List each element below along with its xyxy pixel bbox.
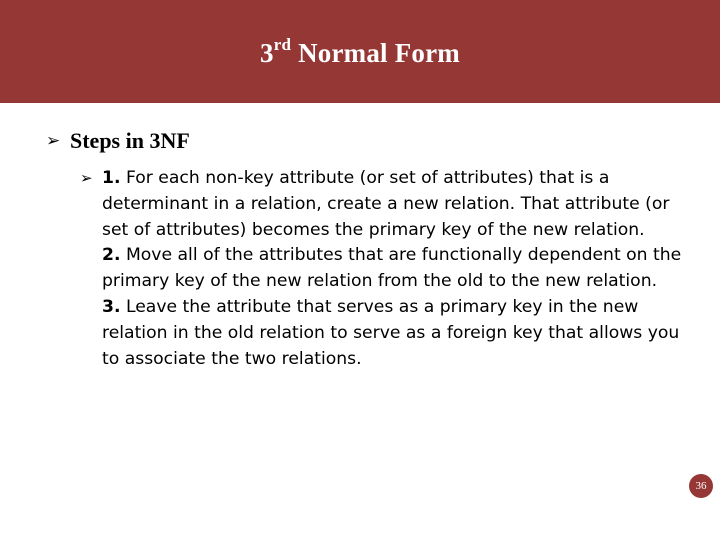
step-1-text: For each non-key attribute (or set of attributes) that is a determinant in a relation, create a new relation. That attribute (or set of attributes) becomes the primary key of the new relation.	[102, 168, 670, 240]
arrow-bullet-icon: ➢	[80, 169, 93, 187]
bullet-level-1-text: Steps in 3NF	[70, 128, 190, 153]
arrow-bullet-icon: ➢	[46, 131, 61, 151]
step-2-text: Move all of the attributes that are functionally dependent on the primary key of the new relation from the old to the new relation.	[102, 245, 682, 292]
step-3-text: Leave the attribute that serves as a primary key in the new relation in the old relation to serve as a foreign key that allows you to associate the two relations.	[102, 296, 680, 369]
step-2-number: 2.	[102, 245, 121, 266]
title-ordinal-suffix: rd	[273, 34, 292, 54]
title-ordinal-number: 3	[260, 37, 274, 68]
step-3	[102, 295, 690, 372]
step-1	[102, 166, 690, 243]
page-number: 36	[695, 480, 707, 492]
bullet-level-1	[46, 128, 190, 154]
step-2	[102, 243, 690, 295]
step-1-number: 1.	[102, 168, 121, 188]
page-number-badge	[689, 474, 713, 498]
title-text: Normal Form	[291, 37, 460, 68]
bullet-level-2	[80, 166, 690, 372]
step-3-number: 3.	[102, 296, 121, 317]
